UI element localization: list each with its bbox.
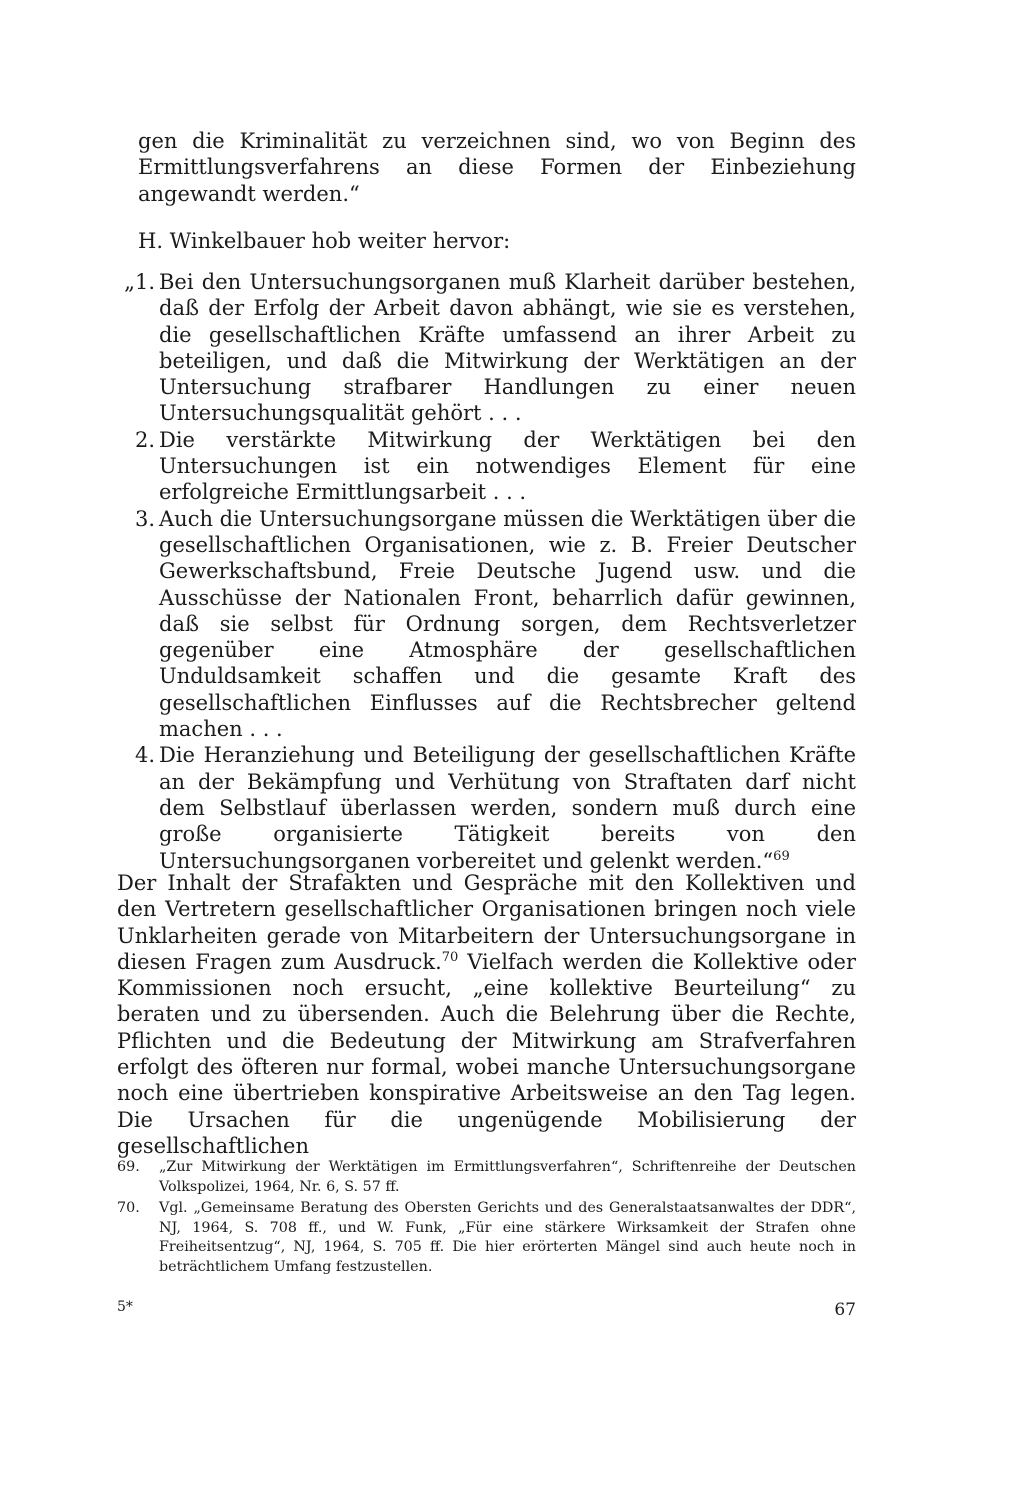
body-paragraph (117, 870, 856, 1159)
continuation-paragraph: gen die Kriminalität zu verzeichnen sind, wo von Beginn des Ermittlungsverfahrens an diese Formen der Einbeziehung angewandt werden.“ (138, 129, 856, 206)
footnote-reference: 69 (773, 848, 790, 864)
paragraph-text: Vielfach werden die Kollektive oder Kommissionen noch ersucht, „eine kollektive Beurteilung“ zu beraten und zu übersenden. Auch die Belehrung über die Rechte, Pflichten und die Bedeutung der Mitwirkung am Strafverfahren erfolgt des öfteren nur formal, wobei manche Untersuchungsorgane noch eine übertrieben konspirative Arbeitsweise an den Tag legen. Die Ursachen für die ungenügende Mobilisierung der gesellschaftlichen (117, 949, 856, 1158)
footnote-reference: 70 (441, 949, 459, 965)
list-item (117, 742, 856, 873)
list-item-text: Bei den Untersuchungsorganen muß Klarheit darüber bestehen, daß der Erfolg der Arbeit davon abhängt, wie sie es verstehen, die gesellschaftlichen Kräfte umfassend an ihrer Arbeit zu beteiligen, und daß die Mitwirkung der Werktätigen an der Untersuchung strafbarer Handlungen zu einer neuen Untersuchungsqualität gehört . . . (159, 270, 856, 426)
footnote (117, 1199, 856, 1277)
footnote-text: „Zur Mitwirkung der Werktätigen im Ermittlungsverfahren“, Schriftenreihe der Deutschen Volkspolizei, 1964, Nr. 6, S. 57 ff. (159, 1159, 856, 1195)
list-item (117, 506, 856, 743)
list-item-number: 4. (134, 743, 155, 768)
signature-mark: 5* (117, 1299, 133, 1315)
lead-sentence: H. Winkelbauer hob weiter hervor: (138, 229, 511, 253)
list-item-text: Die Heranziehung und Beteiligung der gesellschaftlichen Kräfte an der Bekämpfung und Verhütung von Straftaten darf nicht dem Selbstlauf überlassen werden, sondern muß durch eine große organisierte Tätigkeit bereits von den Untersuchungsorganen vorbereitet und gelenkt werden.“ (159, 743, 856, 873)
page-number: 67 (834, 1300, 856, 1320)
footnote (117, 1158, 856, 1197)
list-item (117, 269, 856, 427)
list-item-number: „1. (124, 270, 155, 294)
paragraph-text: Der Inhalt der Strafakten und Gespräche mit den Kollektiven und den Vertretern gesellschaftlicher Organisationen bringen noch viele Unklarheiten gerade von Mitarbeitern der Untersuchungsorgane in diesen Fragen zum Ausdruck. (117, 871, 856, 974)
list-item-text: Auch die Untersuchungsorgane müssen die Werktätigen über die gesellschaftlichen Organisationen, wie z. B. Freier Deutscher Gewerkschaftsbund, Freie Deutsche Jugend usw. und die Ausschüsse der Nationalen Front, beharrlich dafür gewinnen, daß sie selbst für Ordnung sorgen, dem Rechtsverletzer gegenüber eine Atmosphäre der gesellschaftlichen Unduldsamkeit schaffen und die gesamte Kraft des gesellschaftlichen Einflusses auf die Rechtsbrecher geltend machen . . . (159, 506, 856, 742)
list-item-number: 3. (134, 506, 155, 531)
footnote-number: 70. (117, 1200, 140, 1216)
footnote-number: 69. (117, 1159, 140, 1175)
footnote-text: Vgl. „Gemeinsame Beratung des Obersten Gerichts und des Generalstaatsanwaltes der DDR“, NJ, 1964, S. 708 ff., und W. Funk, „Für eine stärkere Wirksamkeit der Strafen ohne Freiheitsentzug“, NJ, 1964, S. 705 ff. Die hier erörterten Mängel sind auch heute noch in beträchtlichem Umfang festzustellen. (159, 1200, 856, 1275)
list-item-text: Die verstärkte Mitwirkung der Werktätigen bei den Untersuchungen ist ein notwendiges Element für eine erfolgreiche Ermittlungsarbeit . . . (159, 427, 856, 505)
footnotes (117, 1158, 856, 1279)
list-item (117, 427, 856, 506)
list-item-number: 2. (134, 427, 155, 452)
quoted-numbered-list (117, 269, 856, 874)
